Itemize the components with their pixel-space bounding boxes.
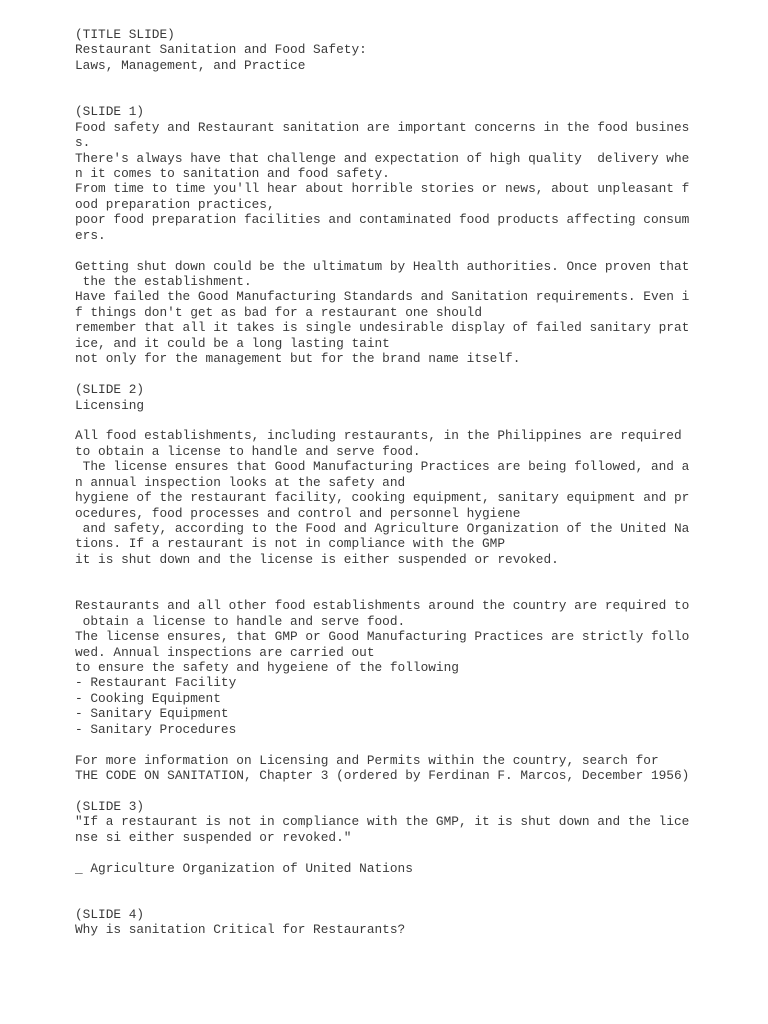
text-line: THE CODE ON SANITATION, Chapter 3 (ordered by Ferdinan F. Marcos, December 1956): [75, 768, 690, 783]
text-line: [75, 783, 755, 798]
text-line: [75, 892, 755, 907]
text-line: [75, 567, 755, 582]
text-line: n annual inspection looks at the safety and: [75, 474, 406, 490]
text-line: to ensure the safety and hygeiene of the following: [75, 659, 459, 675]
text-line: - Sanitary Equipment: [75, 706, 229, 722]
text-line: ice, and it could be a long lasting taint: [75, 335, 390, 351]
text-line: [75, 737, 755, 752]
text-line: - Cooking Equipment: [75, 690, 221, 706]
text-line: (TITLE SLIDE): [75, 27, 175, 42]
text-line: remember that all it takes is single undesirable display of failed sanitary prat: [75, 320, 690, 336]
text-line: poor food preparation facilities and contaminated food products affecting consum: [75, 212, 690, 228]
text-line: f things don't get as bad for a restaurant one should: [75, 304, 483, 320]
text-line: not only for the management but for the brand name itself.: [75, 351, 521, 367]
text-line: the the establishment.: [75, 274, 252, 289]
text-line: nse si either suspended or revoked.": [75, 829, 352, 845]
text-line: [75, 243, 755, 258]
text-line: obtain a license to handle and serve food.: [75, 613, 406, 629]
text-line: to obtain a license to handle and serve food.: [75, 443, 421, 459]
text-line: For more information on Licensing and Permits within the country, search for: [75, 752, 659, 768]
text-line: (SLIDE 2): [75, 382, 145, 398]
text-line: [75, 73, 755, 88]
text-line: _ Agriculture Organization of United Nations: [75, 860, 413, 876]
text-line: The license ensures that Good Manufacturing Practices are being followed, and a: [75, 459, 690, 475]
text-line: (SLIDE 1): [75, 104, 145, 120]
text-line: [75, 583, 755, 598]
text-line: wed. Annual inspections are carried out: [75, 644, 375, 660]
text-line: Restaurant Sanitation and Food Safety:: [75, 42, 367, 58]
text-line: [75, 367, 755, 382]
text-line: and safety, according to the Food and Agriculture Organization of the United Na: [75, 521, 690, 536]
text-line: ood preparation practices,: [75, 196, 275, 212]
text-line: The license ensures, that GMP or Good Manufacturing Practices are strictly follo: [75, 629, 690, 645]
text-line: tions. If a restaurant is not in compliance with the GMP: [75, 536, 506, 552]
text-line: Have failed the Good Manufacturing Standards and Sanitation requirements. Even i: [75, 289, 690, 305]
text-line: Food safety and Restaurant sanitation are important concerns in the food busines: [75, 119, 690, 135]
text-line: "If a restaurant is not in compliance with the GMP, it is shut down and the lice: [75, 814, 690, 830]
text-line: [75, 89, 755, 104]
text-line: (SLIDE 4): [75, 906, 145, 922]
text-line: Laws, Management, and Practice: [75, 57, 306, 73]
text-line: [75, 413, 755, 428]
text-line: All food establishments, including restaurants, in the Philippines are required: [75, 428, 682, 444]
text-line: hygiene of the restaurant facility, cooking equipment, sanitary equipment and pr: [75, 490, 690, 506]
document-page: [75, 27, 755, 938]
text-line: There's always have that challenge and expectation of high quality delivery whe: [75, 150, 690, 166]
text-line: Getting shut down could be the ultimatum by Health authorities. Once proven that: [75, 258, 690, 274]
text-line: Restaurants and all other food establishments around the country are required to: [75, 598, 690, 614]
text-line: n it comes to sanitation and food safety.: [75, 165, 390, 181]
text-line: (SLIDE 3): [75, 798, 145, 814]
text-line: s.: [75, 135, 91, 151]
text-line: ers.: [75, 227, 106, 243]
text-line: [75, 876, 755, 891]
text-line: - Sanitary Procedures: [75, 721, 237, 737]
text-line: ocedures, food processes and control and personnel hygiene: [75, 505, 521, 521]
text-line: - Restaurant Facility: [75, 675, 237, 691]
text-line: Why is sanitation Critical for Restaurants?: [75, 922, 406, 938]
text-line: From time to time you'll hear about horrible stories or news, about unpleasant f: [75, 181, 690, 197]
text-line: Licensing: [75, 397, 145, 413]
text-line: [75, 845, 755, 860]
text-line: it is shut down and the license is either suspended or revoked.: [75, 551, 559, 567]
